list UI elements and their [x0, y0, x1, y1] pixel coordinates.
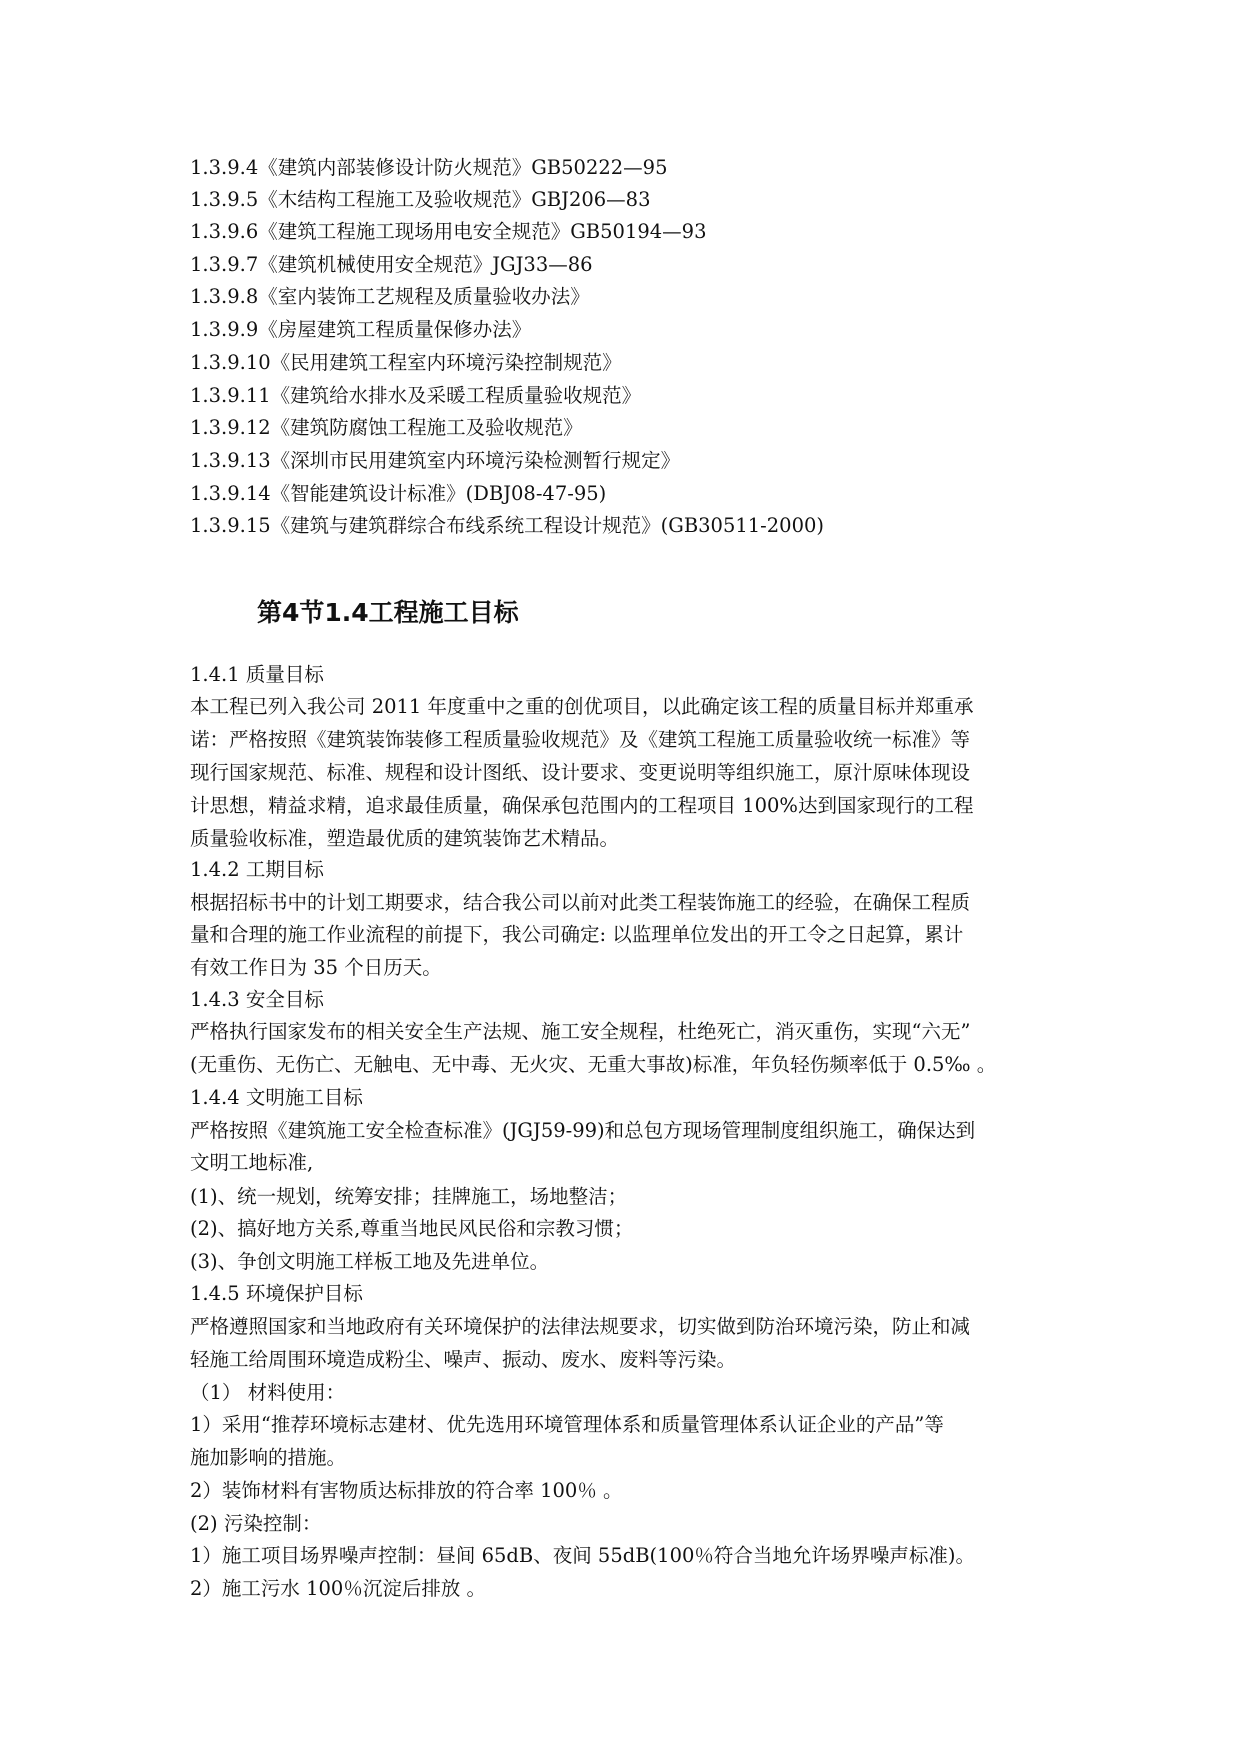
reference-item: 1.3.9.14《智能建筑设计标准》(DBJ08-47-95)	[190, 482, 607, 505]
schedule-goal-title: 1.4.2 工期目标	[190, 858, 324, 881]
reference-item: 1.3.9.7《建筑机械使用安全规范》JGJ33—86	[190, 253, 593, 276]
civilized-goal-line: 严格按照《建筑施工安全检查标准》(JGJ59-99)和总包方现场管理制度组织施工，确保达到	[190, 1119, 976, 1142]
schedule-goal-line: 根据招标书中的计划工期要求，结合我公司以前对此类工程装饰施工的经验，在确保工程质	[190, 891, 971, 914]
civilized-goal-line: 文明工地标准,	[190, 1151, 314, 1174]
reference-item: 1.3.9.9《房屋建筑工程质量保修办法》	[190, 318, 532, 341]
civilized-goal-title: 1.4.4 文明施工目标	[190, 1086, 363, 1109]
reference-item: 1.3.9.5《木结构工程施工及验收规范》GBJ206—83	[190, 188, 651, 211]
quality-goal-line: 本工程已列入我公司 2011 年度重中之重的创优项目，以此确定该工程的质量目标并郑重承	[190, 695, 974, 718]
environment-goal-line: 1）采用“推荐环境标志建材、优先选用环境管理体系和质量管理体系认证企业的产品”等	[190, 1413, 944, 1436]
civilized-goal-line: (1)、统一规划，统筹安排；挂牌施工，场地整洁；	[190, 1185, 628, 1208]
environment-goal-line: (2) 污染控制：	[190, 1512, 322, 1535]
environment-goal-line: 1）施工项目场界噪声控制：昼间 65dB、夜间 55dB(100％符合当地允许场界噪声标准)。	[190, 1544, 975, 1567]
reference-item: 1.3.9.15《建筑与建筑群综合布线系统工程设计规范》(GB30511-2000)	[190, 514, 824, 537]
reference-item: 1.3.9.4《建筑内部装修设计防火规范》GB50222—95	[190, 156, 668, 179]
reference-item: 1.3.9.11《建筑给水排水及采暖工程质量验收规范》	[190, 384, 642, 407]
environment-goal-title: 1.4.5 环境保护目标	[190, 1282, 363, 1305]
environment-goal-line: 2）装饰材料有害物质达标排放的符合率 100％ 。	[190, 1479, 623, 1502]
quality-goal-line: 现行国家规范、标准、规程和设计图纸、设计要求、变更说明等组织施工，原汁原味体现设	[190, 761, 971, 784]
environment-goal-line: 2）施工污水 100％沉淀后排放 。	[190, 1577, 487, 1600]
environment-goal-line: （1） 材料使用：	[190, 1381, 346, 1404]
quality-goal-line: 计思想，精益求精，追求最佳质量，确保承包范围内的工程项目 100%达到国家现行的工程	[190, 794, 974, 817]
schedule-goal-line: 量和合理的施工作业流程的前提下，我公司确定: 以监理单位发出的开工令之日起算，累计	[190, 923, 964, 946]
quality-goal-line: 诺：严格按照《建筑装饰装修工程质量验收规范》及《建筑工程施工质量验收统一标准》等	[190, 728, 971, 751]
section-heading: 第4节1.4工程施工目标	[257, 598, 519, 627]
safety-goal-line: 严格执行国家发布的相关安全生产法规、施工安全规程，杜绝死亡，消灭重伤，实现“六无”	[190, 1020, 971, 1043]
civilized-goal-line: (2)、搞好地方关系,尊重当地民风民俗和宗教习惯；	[190, 1217, 634, 1240]
environment-goal-line: 轻施工给周围环境造成粉尘、噪声、振动、废水、废料等污染。	[190, 1348, 737, 1371]
reference-item: 1.3.9.13《深圳市民用建筑室内环境污染检测暂行规定》	[190, 449, 681, 472]
reference-item: 1.3.9.8《室内装饰工艺规程及质量验收办法》	[190, 285, 590, 308]
safety-goal-line: (无重伤、无伤亡、无触电、无中毒、无火灾、无重大事故)标准，年负轻伤频率低于 0.5‰ 。	[190, 1053, 997, 1076]
environment-goal-line: 严格遵照国家和当地政府有关环境保护的法律法规要求，切实做到防治环境污染，防止和减	[190, 1315, 971, 1338]
reference-item: 1.3.9.12《建筑防腐蚀工程施工及验收规范》	[190, 416, 583, 439]
quality-goal-title: 1.4.1 质量目标	[190, 663, 324, 686]
reference-item: 1.3.9.6《建筑工程施工现场用电安全规范》GB50194—93	[190, 220, 707, 243]
reference-item: 1.3.9.10《民用建筑工程室内环境污染控制规范》	[190, 351, 622, 374]
safety-goal-title: 1.4.3 安全目标	[190, 988, 324, 1011]
quality-goal-line: 质量验收标准，塑造最优质的建筑装饰艺术精品。	[190, 827, 620, 850]
environment-goal-line: 施加影响的措施。	[190, 1446, 347, 1469]
civilized-goal-line: (3)、争创文明施工样板工地及先进单位。	[190, 1250, 550, 1273]
schedule-goal-line: 有效工作日为 35 个日历天。	[190, 956, 442, 979]
